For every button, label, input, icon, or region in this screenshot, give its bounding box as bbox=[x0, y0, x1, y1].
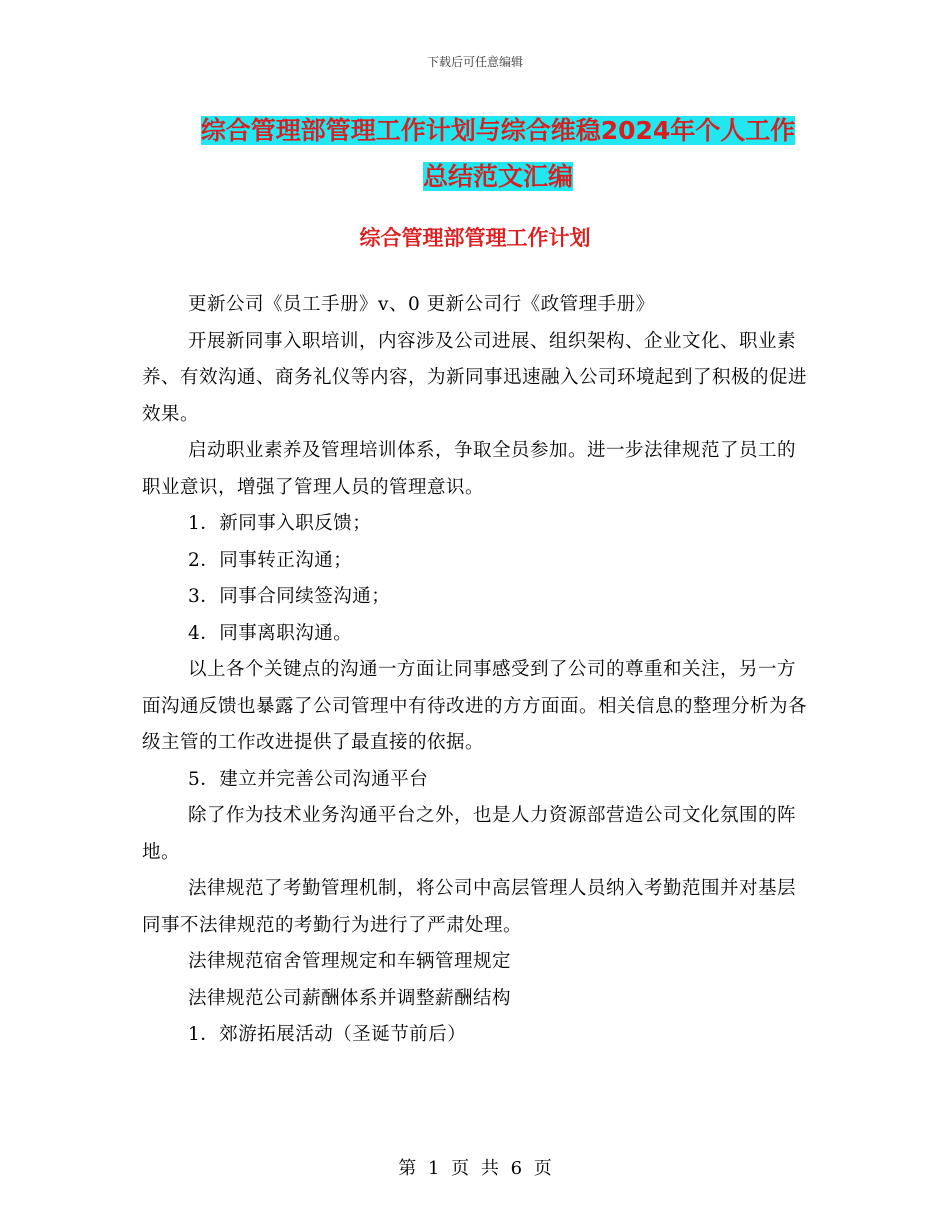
list-item: 3．同事合同续签沟通； bbox=[188, 586, 391, 607]
list-item: 1．郊游拓展活动（圣诞节前后） bbox=[188, 1024, 467, 1045]
document-title bbox=[140, 108, 856, 200]
page-number-footer: 第 1 页 共 6 页 bbox=[398, 1158, 552, 1179]
paragraph: 法律规范宿舍管理规定和车辆管理规定 bbox=[188, 951, 512, 972]
paragraph: 以上各个关键点的沟通一方面让同事感受到了公司的尊重和关注，另一方面沟通反馈也暴露了公司管理中有待改进的方方面面。相关信息的整理分析为各级主管的工作改进提供了最直接的依据。 bbox=[142, 659, 808, 753]
paragraph: 开展新同事入职培训，内容涉及公司进展、组织架构、企业文化、职业素养、有效沟通、商务礼仪等内容，为新同事迅速融入公司环境起到了积极的促进效果。 bbox=[142, 330, 808, 425]
list-item: 4．同事离职沟通。 bbox=[188, 622, 353, 644]
document-title-line-1: 综合管理部管理工作计划与综合维稳2024年个人工作 bbox=[200, 116, 796, 145]
header-note: 下载后可任意编辑 bbox=[426, 55, 523, 69]
list-item: 5．建立并完善公司沟通平台 bbox=[188, 768, 429, 790]
paragraph: 除了作为技术业务沟通平台之外，也是人力资源部营造公司文化氛围的阵地。 bbox=[142, 805, 797, 863]
paragraph: 法律规范公司薪酬体系并调整薪酬结构 bbox=[188, 987, 512, 1009]
list-item: 2．同事转正沟通； bbox=[188, 549, 353, 571]
paragraph: 更新公司《员工手册》v、0 更新公司行《政管理手册》 bbox=[188, 294, 655, 315]
paragraph: 启动职业素养及管理培训体系，争取全员参加。进一步法律规范了员工的职业意识，增强了管理人员的管理意识。 bbox=[142, 440, 797, 498]
paragraph: 法律规范了考勤管理机制，将公司中高层管理人员纳入考勤范围并对基层同事不法律规范的考勤行为进行了严肃处理。 bbox=[142, 878, 797, 936]
list-item: 1．新同事入职反馈； bbox=[188, 513, 372, 534]
section-title: 综合管理部管理工作计划 bbox=[359, 226, 591, 250]
document-body bbox=[142, 287, 810, 1054]
document-title-line-2: 总结范文汇编 bbox=[422, 162, 573, 191]
